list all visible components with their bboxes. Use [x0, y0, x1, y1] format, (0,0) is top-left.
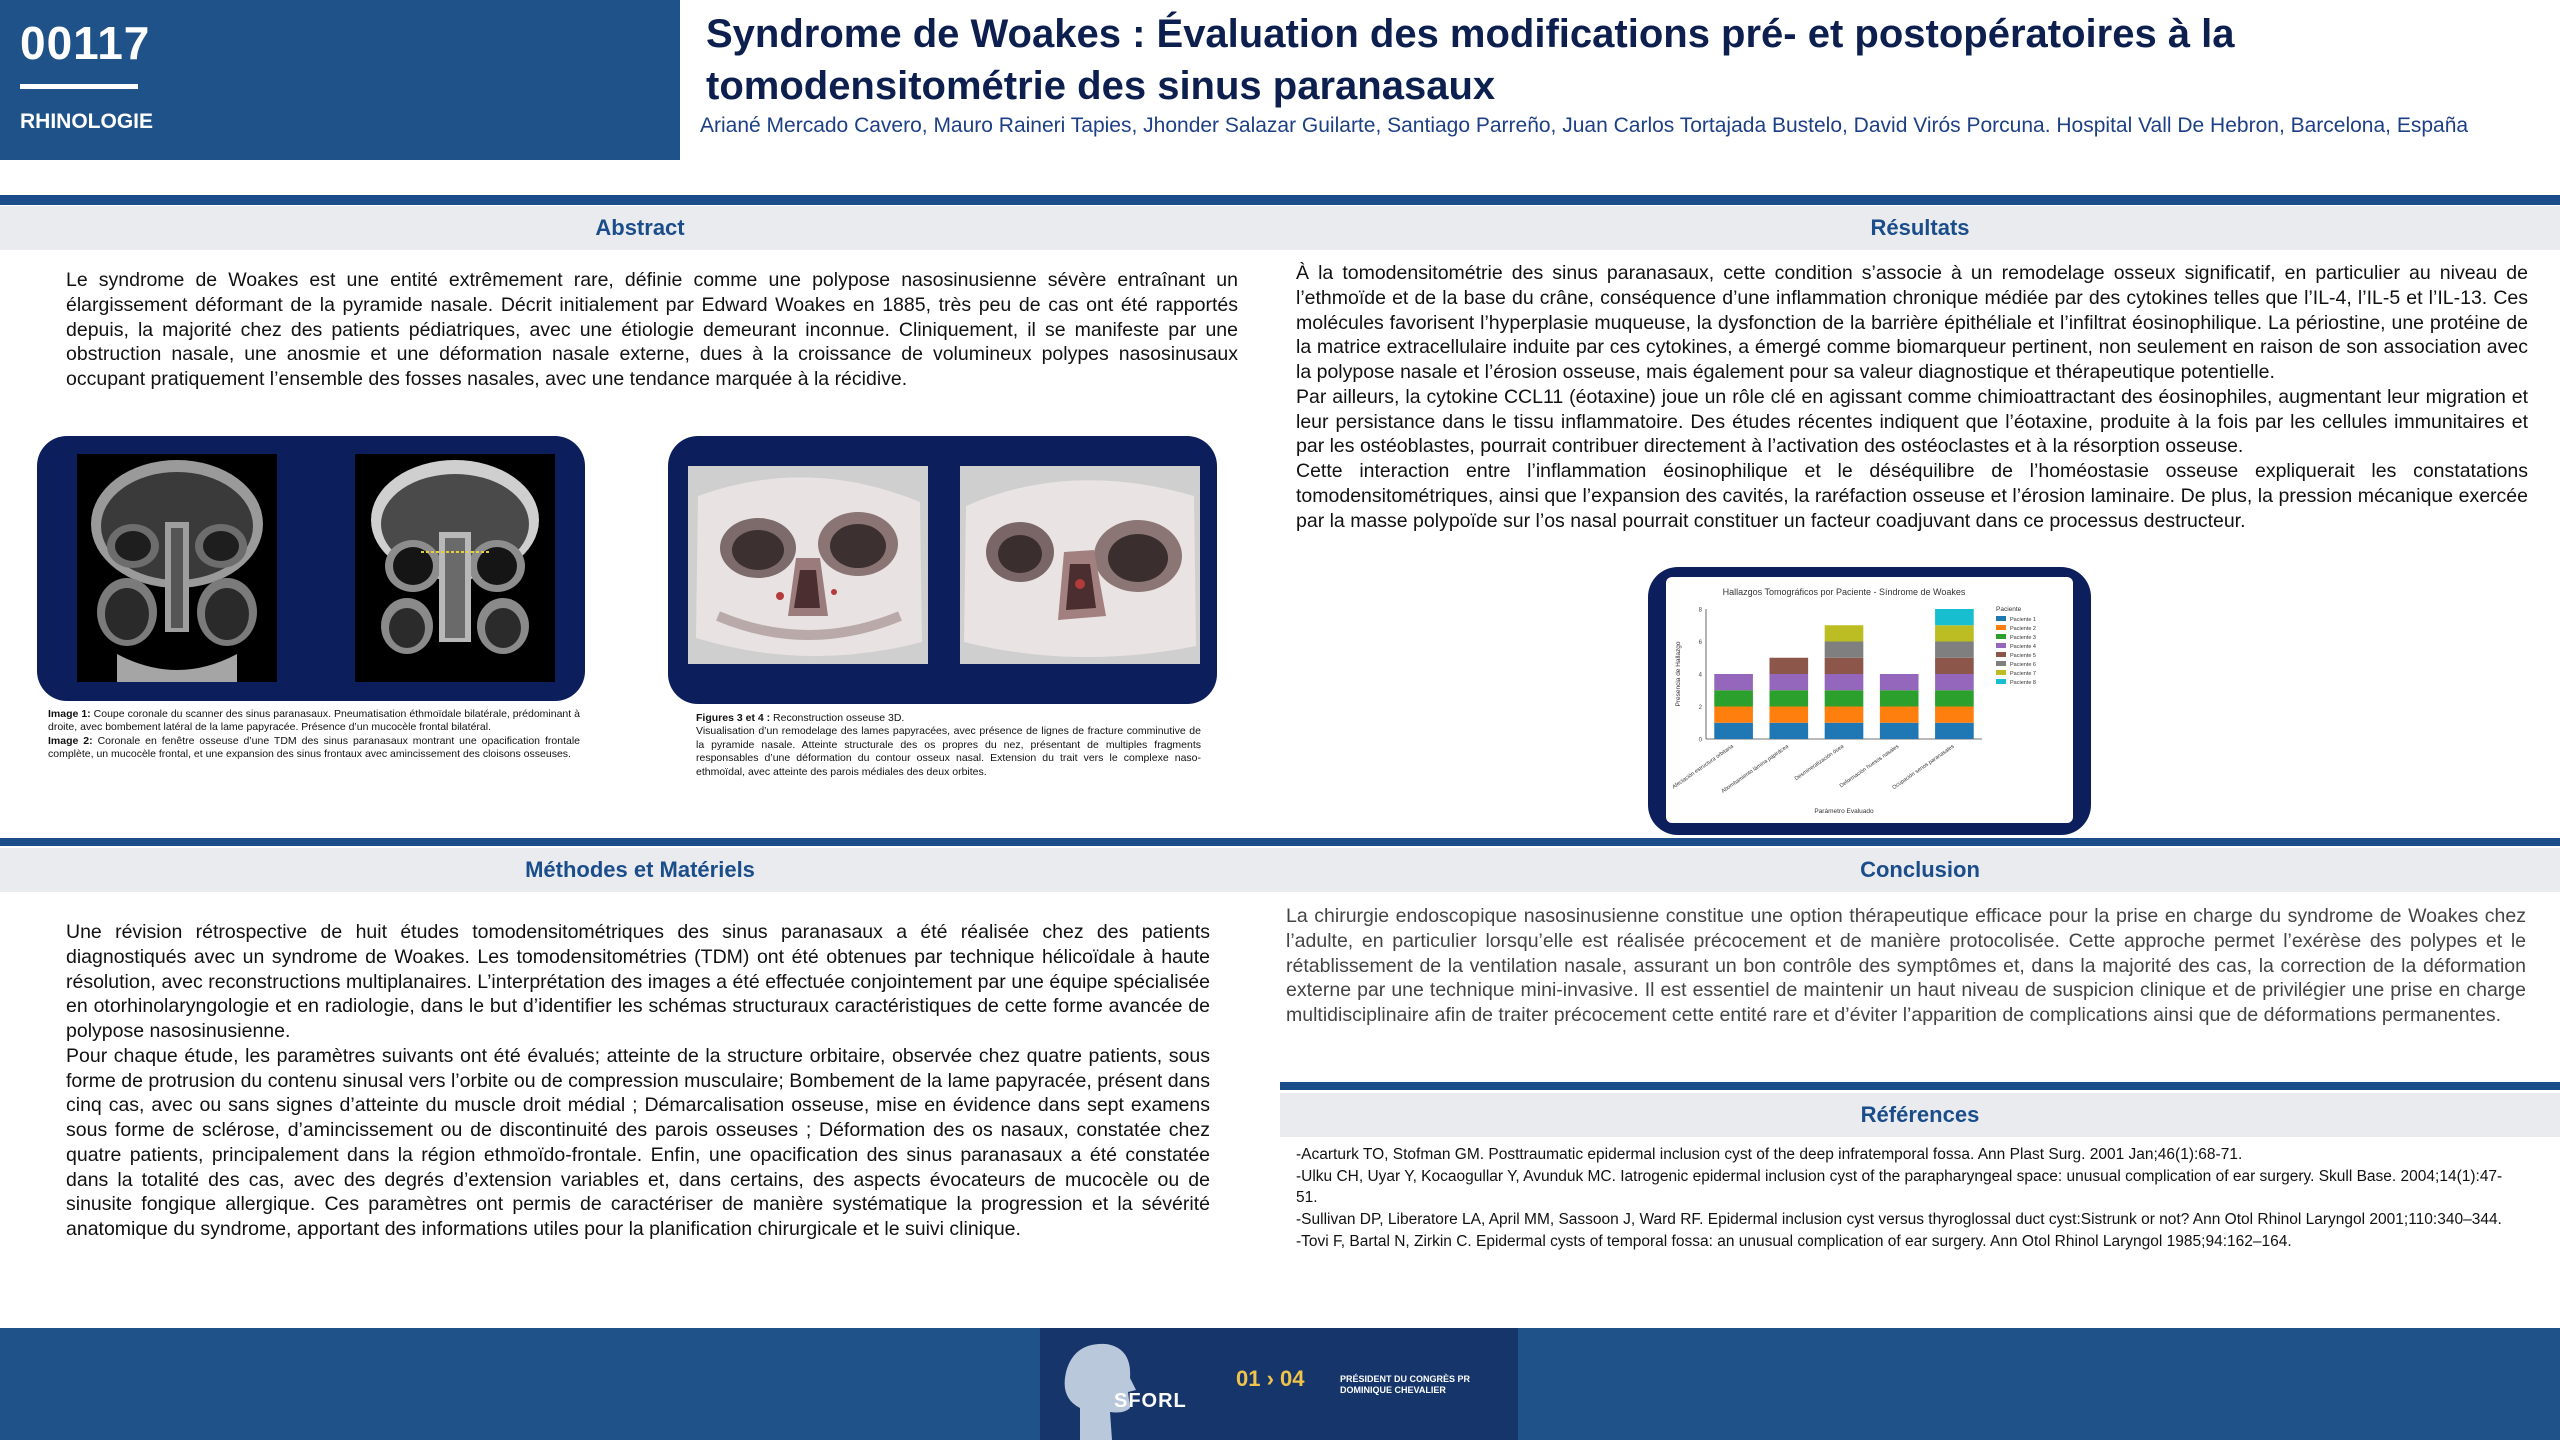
bar-segment: [1935, 642, 1974, 658]
legend-label: Paciente 6: [2010, 662, 2036, 668]
legend-swatch: [1996, 670, 2006, 675]
bar-segment: [1825, 690, 1864, 706]
bar-segment: [1880, 674, 1919, 690]
x-axis-title: Parámetro Evaluado: [1814, 808, 1874, 815]
legend-swatch: [1996, 652, 2006, 657]
3d-reconstruction-figure: [668, 436, 1217, 704]
ct-figure-caption: [48, 708, 580, 762]
congress-president: PRÉSIDENT DU CONGRÈS PR DOMINIQUE CHEVALIER: [1340, 1374, 1471, 1396]
3d-figure-caption: [696, 712, 1201, 779]
bar-segment: [1769, 674, 1808, 690]
caption-figures-3-4: Visualisation d’un remodelage des lames papyracées, avec présence de lignes de fracture comminutive de la pyramide nasale. Atteinte structurale des os propres du nez, présentant de multiples fragments responsables d’une déformation du contour osseux nasal. Extension du trait vers le complexe naso-ethmoïdal, avec atteinte des parois médiales des deux orbites.: [696, 725, 1201, 778]
caption-label-image-1: Image 1:: [48, 708, 91, 720]
reference-item: -Ulku CH, Uyar Y, Kocaogullar Y, Avunduk MC. Iatrogenic epidermal inclusion cyst of the parapharyngeal space: unusual complication of ear surgery. Skull Base. 2004;14(1):47-51.: [1296, 1167, 2503, 1207]
bar-segment: [1935, 658, 1974, 674]
y-tick-label: 4: [1698, 672, 1702, 679]
bar-segment: [1935, 707, 1974, 723]
legend-title: Paciente: [1996, 606, 2022, 613]
congress-silhouette-logo: [1040, 1328, 1160, 1440]
header-bottom-rule: [0, 195, 2560, 205]
caption-figures-3-4-title: Reconstruction osseuse 3D.: [770, 712, 905, 724]
section-heading-results: Résultats: [1280, 206, 2560, 250]
conclusion-paragraph: La chirurgie endoscopique nasosinusienne constitue une option thérapeutique efficace pour la prise en charge du syndrome de Woakes chez l’adulte, en particulier lorsqu’elle est réalisée précocement et de manière protocolisée. Cette approche permet l’exérèse des polypes et le rétablissement de la ventilation nasale, assurant un bon contrôle des symptômes et, dans la majorité des cas, la correction de la déformation externe par une technique mini-invasive. Il est essentiel de maintenir un haut niveau de suspicion clinique et de privilégier une prise en charge multidisciplinaire afin de traiter précocement cette entité rare et d’éviter l’apparition de complications ainsi que de déformations permanentes.: [1286, 905, 2526, 1026]
section-heading-methods: Méthodes et Matériels: [0, 848, 1280, 892]
caption-label-figures-3-4: Figures 3 et 4 :: [696, 712, 771, 724]
x-tick-label: Afectación estructura orbitaria: [1671, 743, 1735, 791]
section-heading-references: Références: [1280, 1093, 2560, 1137]
legend-label: Paciente 4: [2010, 644, 2036, 650]
y-axis-title: Presencia de Hallazgo: [1675, 641, 1682, 707]
abstract-text: [66, 268, 1238, 392]
reference-item: -Sullivan DP, Liberatore LA, April MM, Sassoon J, Ward RF. Epidermal inclusion cyst versus thyroglossal duct cyst:Sistrunk or not? Ann Otol Rhinol Laryngol 2001;110:340–344.: [1296, 1211, 2502, 1229]
bar-segment: [1769, 723, 1808, 739]
poster-title: Syndrome de Woakes : Évaluation des modifications pré- et postopératoires à la tomodensitométrie des sinus paranasaux: [706, 12, 2235, 108]
y-tick-label: 0: [1698, 737, 1702, 744]
legend-label: Paciente 5: [2010, 653, 2036, 659]
methods-text: [66, 920, 1210, 1242]
bar-segment: [1769, 690, 1808, 706]
y-tick-label: 6: [1698, 640, 1702, 646]
legend-swatch: [1996, 625, 2006, 630]
bar-segment: [1935, 625, 1974, 641]
bar-segment: [1935, 609, 1974, 625]
legend-label: Paciente 8: [2010, 680, 2036, 686]
results-text: [1296, 261, 2528, 533]
bar-segment: [1825, 674, 1864, 690]
findings-chart: [1666, 577, 2073, 823]
ct-coronal-image-1: [77, 454, 277, 682]
legend-swatch: [1996, 661, 2006, 666]
bar-segment: [1880, 690, 1919, 706]
bar-segment: [1825, 658, 1864, 674]
legend-label: Paciente 7: [2010, 671, 2036, 677]
congress-dates: 01 › 04: [1236, 1366, 1305, 1391]
bar-segment: [1880, 707, 1919, 723]
bar-segment: [1825, 625, 1864, 641]
poster-category: RHINOLOGIE: [20, 110, 154, 133]
legend-swatch: [1996, 616, 2006, 621]
methods-paragraph-1: Une révision rétrospective de huit études tomodensitométriques des sinus paranasaux a été réalisée chez des patients diagnostiqués avec un syndrome de Woakes. Les tomodensitométries (TDM) ont été obtenues par technique hélicoïdale à haute résolution, avec reconstructions multiplanaires. L’interprétation des images a été effectuée conjointement par une équipe spécialisée en otorhinolaryngologie et en radiologie, dans le but d’identifier les schémas structuraux caractéristiques de cette forme avancée de polypose nasosinusienne.: [66, 921, 1210, 1042]
results-paragraph-2: Par ailleurs, la cytokine CCL11 (éotaxine) joue un rôle clé en agissant comme chimioattractant des éosinophiles, augmentant leur migration et leur persistance dans le tissu inflammatoire. Des études récentes indiquent que l’éotaxine, produite à la fois par les cellules immunitaires et par les ostéoblastes, pourrait contribuer directement à l’activation des ostéoclastes et à la résorption osseuse.: [1296, 385, 2528, 458]
results-paragraph-1: À la tomodensitométrie des sinus paranasaux, cette condition s’associe à un remodelage osseux significatif, en particulier au niveau de l’ethmoïde et de la base du crâne, conséquence d’une inflammation chronique médiée par des cytokines telles que l’IL-4, l’IL-5 et l’IL-13. Ces molécules favorisent l’hyperplasie muqueuse, la dysfonction de la barrière épithéliale et l’infiltrat éosinophilique. La périostine, une protéine de la matrice extracellulaire induite par ces cytokines, a émergé comme biomarqueur pertinent, non seulement en raison de son association avec la polypose nasale et l’érosion osseuse, mais également pour sa valeur diagnostique et thérapeutique potentielle.: [1296, 262, 2528, 383]
bar-segment: [1880, 723, 1919, 739]
bar-segment: [1714, 674, 1753, 690]
ct-coronal-image-2: [355, 454, 555, 682]
y-tick-label: 8: [1698, 607, 1702, 614]
references-list: [1296, 1144, 2506, 1252]
legend-label: Paciente 3: [2010, 635, 2036, 641]
bar-segment: [1714, 707, 1753, 723]
section-divider: [0, 838, 2560, 846]
y-tick-label: 2: [1698, 705, 1702, 711]
bar-segment: [1714, 690, 1753, 706]
section-heading-conclusion: Conclusion: [1280, 848, 2560, 892]
bar-segment: [1935, 690, 1974, 706]
congress-org-name: SFORL: [1114, 1390, 1187, 1412]
bar-segment: [1714, 723, 1753, 739]
abstract-paragraph: Le syndrome de Woakes est une entité extrêmement rare, définie comme une polypose nasosinusienne sévère entraînant un élargissement déformant de la pyramide nasale. Décrit initialement par Edward Woakes en 1885, très peu de cas ont été rapportés depuis, la majorité chez des patients pédiatriques, avec une étiologie demeurant inconnue. Cliniquement, il se manifeste par une obstruction nasale, une anosmie et une déformation nasale externe, dues à la croissance de volumineux polypes nasosinusaux occupant pratiquement l’ensemble des fosses nasales, avec une tendance marquée à la récidive.: [66, 269, 1238, 390]
bar-segment: [1769, 658, 1808, 674]
skull-3d-image-1: [688, 466, 928, 664]
caption-image-2: Coronale en fenêtre osseuse d’une TDM des sinus paranasaux montrant une opacification frontale complète, un mucocèle frontal, et une expansion des sinus frontaux avec amincissement des cloisons osseuses.: [48, 734, 580, 761]
bar-segment: [1935, 723, 1974, 739]
methods-paragraph-2: Pour chaque étude, les paramètres suivants ont été évalués; atteinte de la structure orbitaire, observée chez quatre patients, sous forme de protrusion du contenu sinusal vers l’orbite ou de compression musculaire; Bombement de la lame papyracée, présent dans cinq cas, avec ou sans signes d’atteinte du muscle droit médial ; Démarcalisation osseuse, mise en évidence dans sept examens sous forme de sclérose, d’amincissement ou de discontinuité des parois osseuses ; Déformation des os nasaux, constatée chez quatre patients, principalement dans la région ethmoïdo-frontale. Enfin, une opacification des sinus paranasaux a été constatée dans la totalité des cas, avec des degrés d’extension variables et, dans certains, des aspects évocateurs de mucocèle ou de sinusite fongique allergique. Ces paramètres ont permis de caractériser de manière systématique la progression et la sévérité anatomique du syndrome, apportant des informations utiles pour la planification chirurgicale et le suivi clinique.: [66, 1044, 1210, 1240]
reference-item: -Acarturk TO, Stofman GM. Posttraumatic epidermal inclusion cyst of the deep infratemporal fossa. Ann Plast Surg. 2001 Jan;46(1):68-71.: [1296, 1146, 2243, 1163]
results-paragraph-3: Cette interaction entre l’inflammation éosinophilique et le déséquilibre de l’homéostasie osseuse expliquerait les constatations tomodensitométriques, ainsi que l’expansion des cavités, la raréfaction osseuse et l’érosion laminaire. De plus, la pression mécanique exercée par la masse polypoïde sur l’os nasal pourrait constituer un facteur coadjuvant dans ce processus destructeur.: [1296, 460, 2528, 532]
x-tick-label: Abombamiento lámina papirácea: [1720, 743, 1790, 795]
caption-image-1: Coupe coronale du scanner des sinus paranasaux. Pneumatisation éthmoïdale bilatérale, prédominant à droite, avec bombement latéral de la lame papyracée. Présence d’un mucocèle frontal bilatéral.: [48, 708, 580, 734]
poster-id-block: [0, 0, 680, 160]
legend-swatch: [1996, 634, 2006, 639]
x-tick-label: Desmineralización ósea: [1793, 743, 1846, 783]
skull-3d-image-2: [960, 466, 1200, 664]
conclusion-text: [1286, 904, 2526, 1028]
chart-frame: [1648, 567, 2091, 835]
reference-item: -Tovi F, Bartal N, Zirkin C. Epidermal cysts of temporal fossa: an unusual complication of ear surgery. Ann Otol Rhinol Laryngol 1985;94:162–164.: [1296, 1232, 2292, 1250]
caption-label-image-2: Image 2:: [48, 734, 93, 747]
header-divider: [20, 84, 138, 89]
chart-panel: [1666, 577, 2073, 823]
legend-swatch: [1996, 643, 2006, 648]
legend-label: Paciente 1: [2010, 617, 2036, 623]
poster-authors: Ariané Mercado Cavero, Mauro Raineri Tapies, Jhonder Salazar Guilarte, Santiago Parreño, Juan Carlos Tortajada Bustelo, David Virós Porcuna. Hospital Vall De Hebron, Barcelona, España: [700, 114, 2469, 137]
bar-segment: [1935, 674, 1974, 690]
section-heading-abstract: Abstract: [0, 206, 1280, 250]
x-tick-label: Deformación huesos nasales: [1838, 743, 1901, 790]
congress-banner: [1040, 1328, 1518, 1440]
chart-title: Hallazgos Tomográficos por Paciente - Síndrome de Woakes: [1722, 587, 1966, 597]
legend-swatch: [1996, 679, 2006, 684]
bar-segment: [1825, 642, 1864, 658]
references-divider: [1280, 1082, 2560, 1090]
poster-number: 00117: [20, 17, 151, 69]
ct-scan-figure: [37, 436, 585, 701]
bar-segment: [1825, 723, 1864, 739]
x-tick-label: Ocupación senos paranasales: [1891, 743, 1956, 792]
legend-label: Paciente 2: [2010, 626, 2036, 632]
bar-segment: [1825, 707, 1864, 723]
bar-segment: [1769, 707, 1808, 723]
